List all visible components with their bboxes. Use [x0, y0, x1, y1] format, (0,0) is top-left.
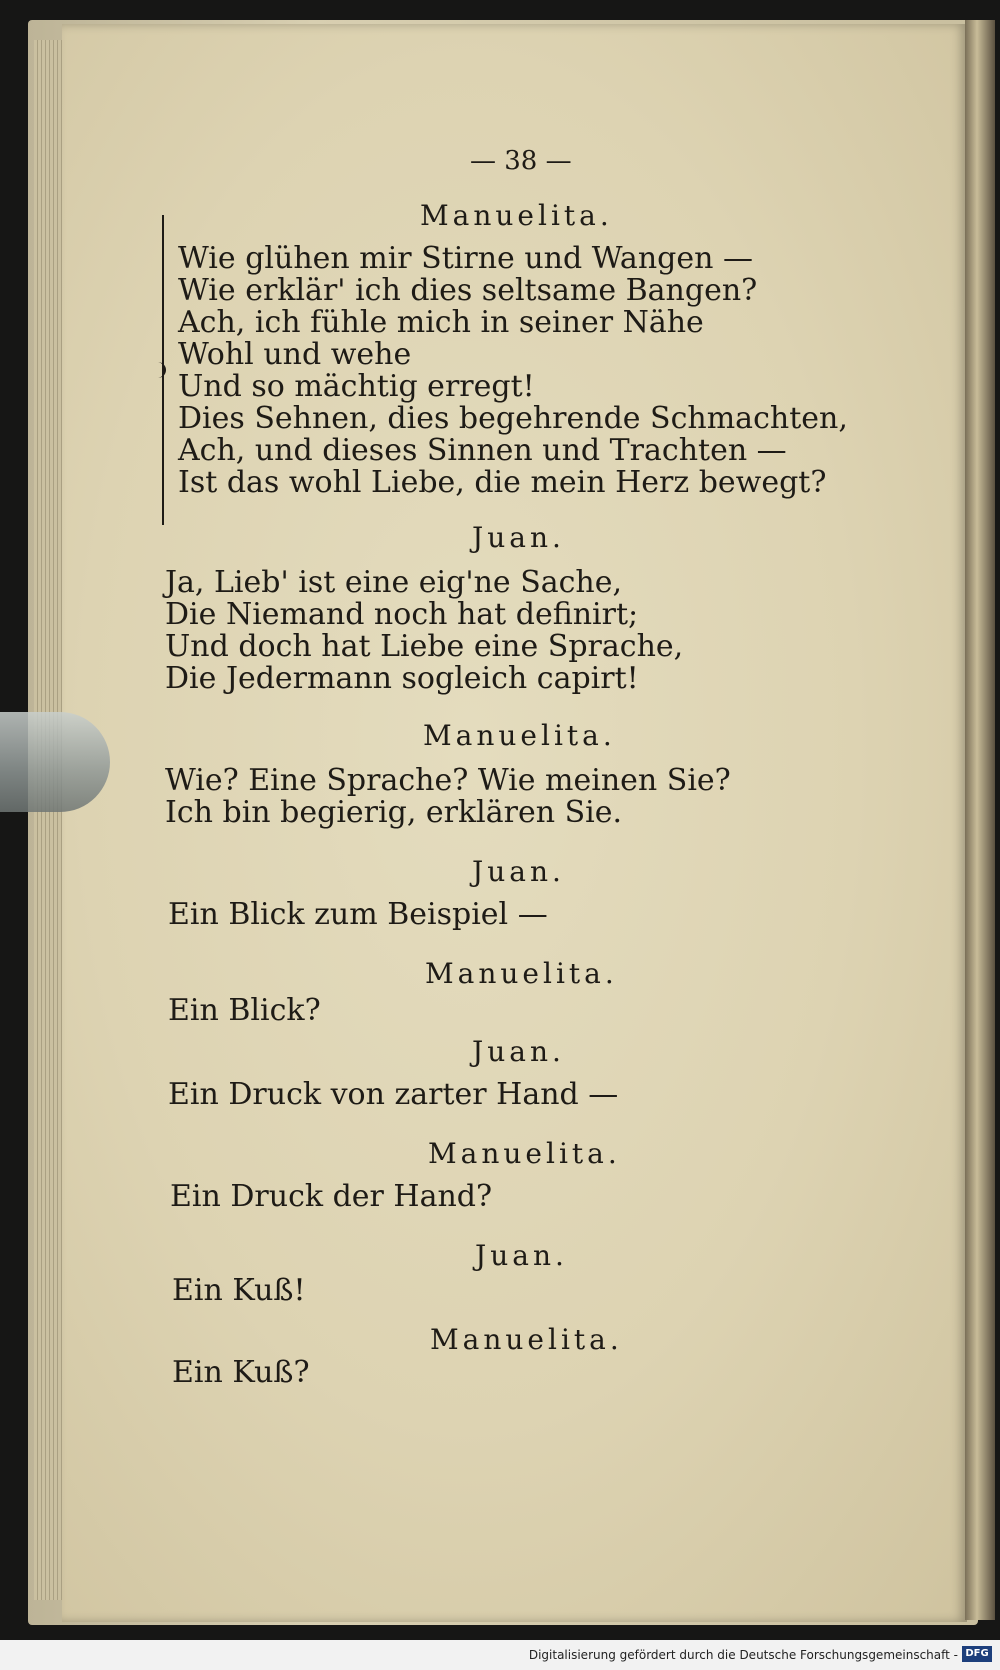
verse-line: Ist das wohl Liebe, die mein Herz bewegt? — [178, 465, 827, 500]
speaker-name: Manuelita. — [428, 1137, 621, 1170]
verse-line: Dies Sehnen, dies begehrende Schmachten, — [178, 401, 848, 436]
speaker-name: Manuelita. — [430, 1323, 623, 1356]
speaker-name: Juan. — [472, 1035, 565, 1068]
verse-line: Ich bin begierig, erklären Sie. — [165, 795, 623, 830]
speaker-name: Juan. — [475, 1239, 568, 1272]
verse-line: Ach, ich fühle mich in seiner Nähe — [178, 305, 704, 340]
verse-line: Ein Blick? — [168, 993, 321, 1028]
verse-line: Ein Druck von zarter Hand — — [168, 1077, 619, 1112]
verse-line: Ach, und dieses Sinnen und Trachten — — [178, 433, 787, 468]
dfg-logo: DFG — [962, 1646, 992, 1662]
verse-line: Die Jedermann sogleich capirt! — [165, 661, 639, 696]
verse-line: Ein Kuß? — [172, 1355, 310, 1390]
verse-line: Ein Kuß! — [172, 1273, 306, 1308]
verse-line: Wie? Eine Sprache? Wie meinen Sie? — [165, 763, 731, 798]
page-clip — [0, 712, 110, 812]
page-number: — 38 — — [470, 146, 572, 176]
speaker-name: Juan. — [472, 855, 565, 888]
speaker-name: Manuelita. — [423, 719, 616, 752]
verse-line: Die Niemand noch hat definirt; — [165, 597, 639, 632]
speaker-name: Juan. — [472, 521, 565, 554]
verse-line: Ja, Lieb' ist eine eig'ne Sache, — [165, 565, 623, 600]
verse-line: Ein Druck der Hand? — [170, 1179, 493, 1214]
book-gutter — [965, 20, 995, 1620]
speaker-name: Manuelita. — [420, 199, 613, 232]
verse-line: Wie erklär' ich dies seltsame Bangen? — [178, 273, 758, 308]
funding-credit: Digitalisierung gefördert durch die Deutsche Forschungsgemeinschaft - — [528, 1648, 958, 1662]
verse-line: Ein Blick zum Beispiel — — [168, 897, 548, 932]
verse-line: Wie glühen mir Stirne und Wangen — — [178, 241, 753, 276]
speaker-name: Manuelita. — [425, 957, 618, 990]
verse-line: Wohl und wehe — [178, 337, 412, 372]
verse-line: Und so mächtig erregt! — [178, 369, 535, 404]
verse-line: Und doch hat Liebe eine Sprache, — [165, 629, 684, 664]
